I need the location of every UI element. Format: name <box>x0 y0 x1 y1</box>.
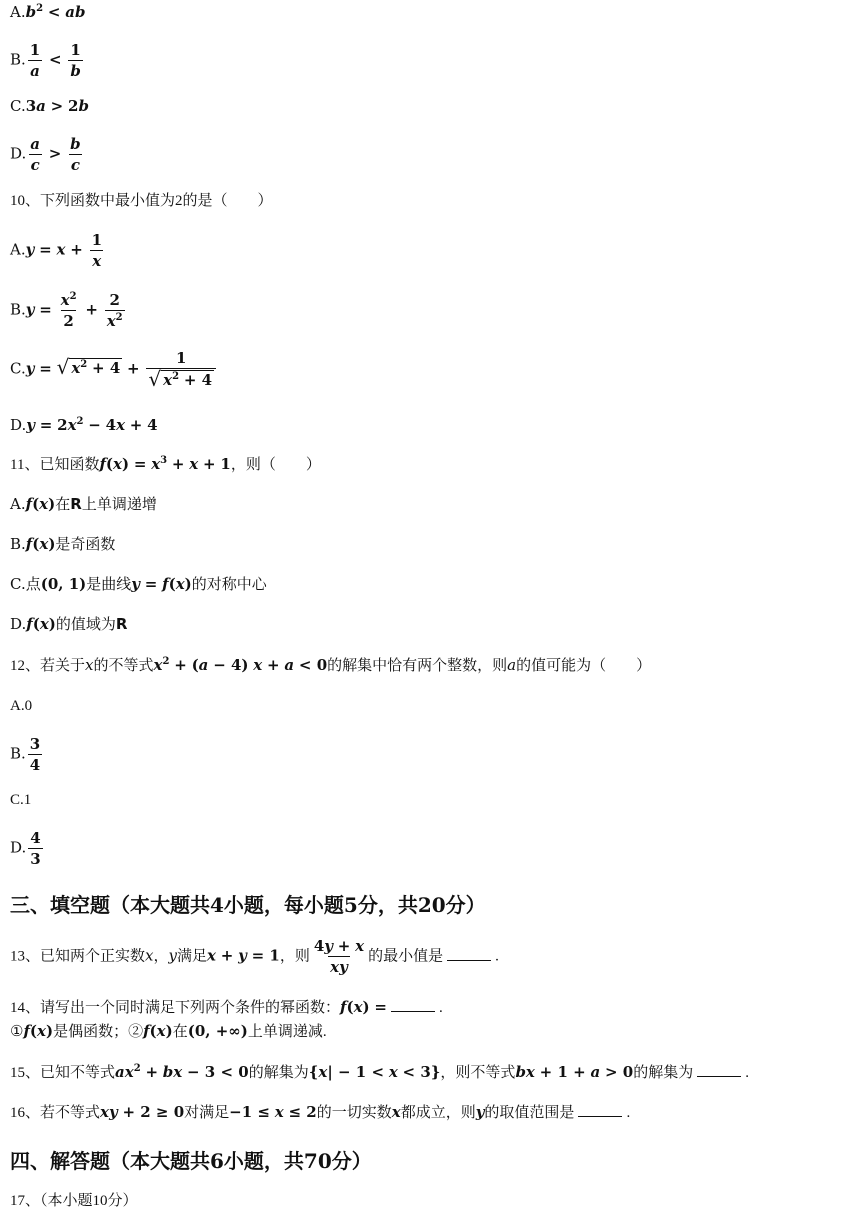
q10-option-a: A.y = x + $\frac{1}{x}$ <box>10 231 102 270</box>
q16-answer-blank[interactable] <box>578 1104 622 1117</box>
q11-option-a: A.f(x)在R上单调递增 <box>10 495 157 513</box>
q12-stem: 12、若关于x的不等式$x^2 + (a - 4) x + a < 0$的解集中恰有两个整数，则a的值可能为（ ） <box>10 656 652 674</box>
q14-stem: 14、请写出一个同时满足下列两个条件的幂函数：f(x) = . <box>10 998 443 1016</box>
q11-stem: 11、已知函数$f(x) = x^3 + x + 1$，则（ ） <box>10 455 321 473</box>
q9-option-a: $A.b^2$ < ab <box>10 3 86 21</box>
q13-answer-blank[interactable] <box>447 948 491 961</box>
q17-stem: 17、（本小题10分） <box>10 1193 138 1209</box>
q11-option-d: D.f(x)的值域为R <box>10 615 128 633</box>
q16: 16、若不等式xy + 2 ≥ 0对满足−1 ≤ x ≤ 2的一切实数x都成立，则y的取值范围是 . <box>10 1103 631 1121</box>
q15: 15、已知不等式$ax^2$ + bx − 3 < 0的解集为{x| − 1 < x < 3}，则不等式bx + 1 + a > 0的解集为 . <box>10 1063 749 1081</box>
q12-option-b: B. $\frac{3}{4}$ <box>10 735 41 774</box>
q11-option-c: C.点(0, 1)是曲线y = f(x)的对称中心 <box>10 575 267 593</box>
q12-option-a: A.0 <box>10 698 33 714</box>
q10-stem: 10、下列函数中最小值为2的是（ ） <box>10 193 273 209</box>
section-4-title: 四、解答题（本大题共6小题，共70分） <box>10 1149 372 1173</box>
q12-option-c: C.1 <box>10 792 32 808</box>
q9-option-d: D. $\frac{a}{c}$ > $\frac{b}{c}$ <box>10 135 81 174</box>
section-3-title: 三、填空题（本大题共4小题，每小题5分，共20分） <box>10 893 486 917</box>
q14-answer-blank[interactable] <box>391 999 435 1012</box>
q10-option-c: C.y = √ $x^2 + 4$ + 1 √ $x^2 + 4$ <box>10 348 218 391</box>
q14-conditions: ①f(x)是偶函数；②f(x)在(0, +∞)上单调递减. <box>10 1022 327 1040</box>
q9-option-c: C.3a > 2b <box>10 97 89 115</box>
q11-option-b: B.f(x)是奇函数 <box>10 535 116 553</box>
q10-option-b: B.y = $\frac{x^2}{2}$ + $\frac{2}{x^2}$ <box>10 291 123 330</box>
q13: 13、已知两个正实数x，y满足x + y = 1，则 $\frac{4y + x}{xy}$ 的最小值是 . <box>10 937 499 976</box>
q9-option-b: B. $\frac{1}{a}$ < $\frac{1}{b}$ <box>10 41 81 80</box>
q12-option-d: D. $\frac{4}{3}$ <box>10 829 41 868</box>
q15-answer-blank[interactable] <box>697 1064 741 1077</box>
q10-option-d: $D.y = 2x^2 - 4x + 4$ <box>10 416 158 434</box>
